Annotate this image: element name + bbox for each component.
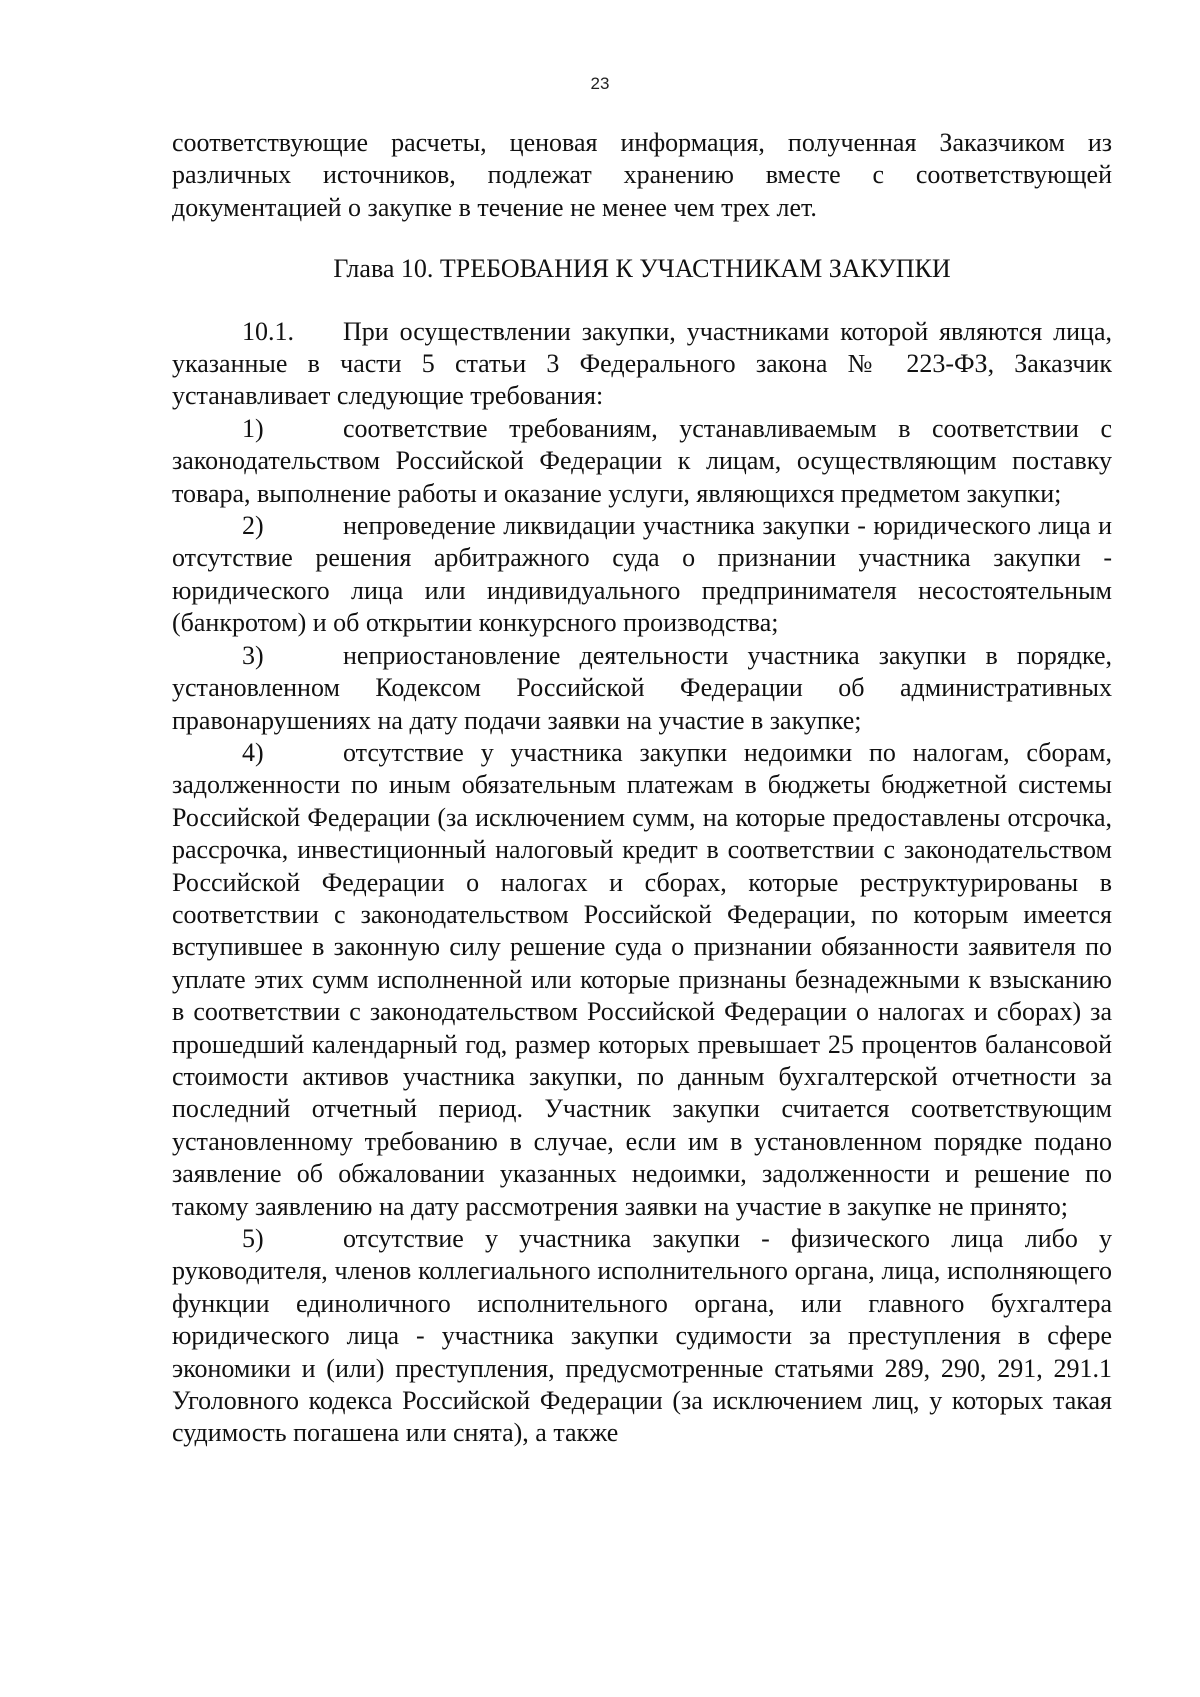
list-item xyxy=(172,640,1112,737)
list-item xyxy=(172,510,1112,640)
list-item-number: 3) xyxy=(242,640,264,670)
list-item-text: отсутствие у участника закупки - физического лица либо у руководителя, членов коллегиального исполнительного органа, лица, исполняющего функции единоличного исполнительного органа, или главного бухгалтера юридического лица - участника закупки судимости за преступления в сфере экономики и (или) преступления, предусмотренные статьями 289, 290, 291, 291.1 Уголовного кодекса Российской Федерации (за исключением лиц, у которых такая судимость погашена или снята), а также xyxy=(172,1224,1112,1448)
list-item-number: 2) xyxy=(242,511,264,541)
clause-10-1 xyxy=(172,316,1112,413)
list-item-number: 5) xyxy=(242,1224,264,1253)
list-item xyxy=(172,413,1112,510)
list-item xyxy=(172,737,1112,1223)
list-item xyxy=(172,1223,1112,1450)
page-content xyxy=(172,127,1112,1450)
list-item-text: соответствие требованиям, устанавливаемым в соответствии с законодательством Российской Федерации к лицам, осуществляющим поставку товара, выполнение работы и оказание услуги, являющихся предметом закупки; xyxy=(172,413,1112,508)
list-item-number: 1) xyxy=(242,413,264,443)
page-number: 23 xyxy=(590,74,610,93)
clause-text: При осуществлении закупки, участниками которой являются лица, указанные в части 5 статьи 3 Федерального закона № 223-ФЗ, Заказчик устанавливает следующие требования: xyxy=(172,316,1112,411)
chapter-heading: Глава 10. ТРЕБОВАНИЯ К УЧАСТНИКАМ ЗАКУПКИ xyxy=(333,254,951,284)
list-item-text: непроведение ликвидации участника закупки - юридического лица и отсутствие решения арбитражного суда о признании участника закупки - юридического лица или индивидуального предпринимателя несостоятельным (банкротом) и об открытии конкурсного производства; xyxy=(172,511,1112,638)
intro-paragraph: соответствующие расчеты, ценовая информация, полученная Заказчиком из различных источников, подлежат хранению вместе с соответствующей документацией о закупке в течение не менее чем трех лет. xyxy=(172,128,1112,222)
list-item-number: 4) xyxy=(242,737,264,767)
list-item-text: неприостановление деятельности участника закупки в порядке, установленном Кодексом Российской Федерации об административных правонарушениях на дату подачи заявки на участие в закупке; xyxy=(172,640,1112,735)
clause-number: 10.1. xyxy=(242,316,294,346)
list-item-text: отсутствие у участника закупки недоимки по налогам, сборам, задолженности по иным обязательным платежам в бюджеты бюджетной системы Российской Федерации (за исключением сумм, на которые предоставлены отсрочка, рассрочка, инвестиционный налоговый кредит в соответствии с законодательством Российской Федерации о налогах и сборах, которые реструктурированы в соответствии с законодательством Российской Федерации, по которым имеется вступившее в законную силу решение суда о признании обязанности заявителя по уплате этих сумм исполненной или которые признаны безнадежными к взысканию в соответствии с законодательством Российской Федерации о налогах и сборах) за прошедший календарный год, размер которых превышает 25 процентов балансовой стоимости активов участника закупки, по данным бухгалтерской отчетности за последний отчетный период. Участник закупки считается соответствующим установленному требованию в случае, если им в установленном порядке подано заявление об обжаловании указанных недоимки, задолженности и решение по такому заявлению на дату рассмотрения заявки на участие в закупке не принято; xyxy=(172,737,1112,1221)
